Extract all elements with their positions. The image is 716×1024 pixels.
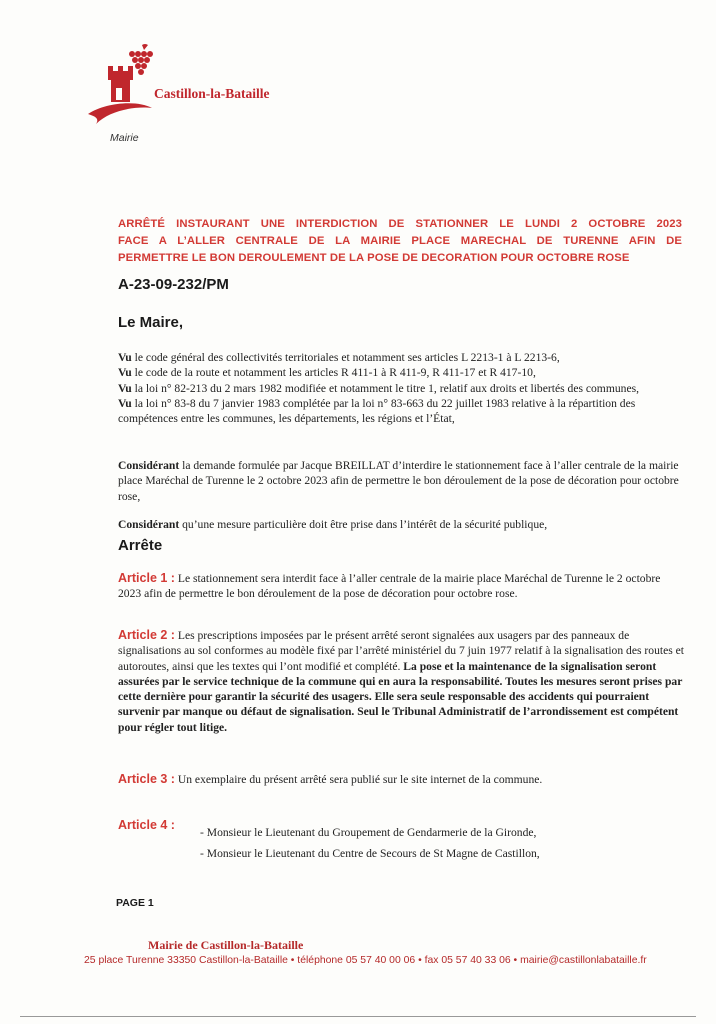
town-logo bbox=[86, 44, 306, 154]
considerant-safety: Considérant qu’une mesure particulière doit être prise dans l’intérêt de la sécurité publique, bbox=[118, 518, 548, 531]
recipient-line: - Monsieur le Lieutenant du Groupement de Gendarmerie de la Gironde, bbox=[200, 826, 537, 839]
document-title bbox=[118, 216, 682, 267]
reference-number: A-23-09-232/PM bbox=[118, 276, 229, 293]
mairie-subtitle: Mairie bbox=[110, 132, 139, 144]
castle-grapes-logo-icon bbox=[86, 44, 156, 129]
article-label: Article 1 : bbox=[118, 571, 175, 585]
maire-heading: Le Maire, bbox=[118, 314, 184, 331]
title-line: PERMETTRE LE BON DEROULEMENT DE LA POSE DE DECORATION POUR OCTOBRE ROSE bbox=[118, 252, 630, 264]
vu-item: Vu la loi n° 83-8 du 7 janvier 1983 complétée par la loi n° 83-663 du 22 juillet 1983 relative à la répartition des compétences entre les communes, les départements, les régions et l’État, bbox=[118, 396, 636, 426]
page-number: PAGE 1 bbox=[116, 897, 154, 909]
arrete-heading: Arrête bbox=[118, 537, 163, 554]
town-name: Castillon-la-Bataille bbox=[154, 86, 270, 101]
vu-item: Vu le code de la route et notamment les articles R 411-1 à R 411-9, R 411-17 et R 417-10, bbox=[118, 366, 536, 380]
article-1: Article 1 : Le stationnement sera interdit face à l’aller centrale de la mairie place Maréchal de Turenne le 2 octobre 2023 afin de permettre le bon déroulement de la pose de décoration pour octobre rose. bbox=[118, 571, 661, 601]
footer-address: 25 place Turenne 33350 Castillon-la-Bataille • téléphone 05 57 40 00 06 • fax 05 57 40 33 06 • mairie@castillonlabataille.fr bbox=[84, 955, 647, 966]
vus-section bbox=[118, 350, 684, 426]
title-line: FACE A L’ALLER CENTRALE DE LA MAIRIE PLACE MARECHAL DE TURENNE AFIN DE bbox=[118, 235, 682, 247]
article-label: Article 3 : bbox=[118, 772, 175, 786]
recipient-line: - Monsieur le Lieutenant du Centre de Secours de St Magne de Castillon, bbox=[200, 847, 540, 860]
article-4-label: Article 4 : bbox=[118, 818, 175, 832]
article-3: Article 3 : Un exemplaire du présent arrêté sera publié sur le site internet de la commune. bbox=[118, 772, 543, 786]
vu-item: Vu la loi n° 82-213 du 2 mars 1982 modifiée et notamment le titre 1, relatif aux droits et libertés des communes, bbox=[118, 381, 639, 395]
article-2: Article 2 : Les prescriptions imposées par le présent arrêté seront signalées aux usagers par des panneaux de signalisations au sol conformes au modèle fixé par l’arrêté ministériel du 7 juin 1977 relatif à la signalisation des routes et autoroutes, ainsi que les textes qui l’ont modifié et complété. La pose et la maintenance de la signalisation seront assurées par le service technique de la commune qui en aura la responsabilité. Toutes les mesures seront prises par cette dernière pour garantir la sécurité des usagers. Elle sera seule responsable des accidents qui pourraient survenir par manque ou défaut de signalisation. Seul le Tribunal Administratif de l’arrondissement est compétent pour régler tout litige. bbox=[118, 628, 685, 734]
footer-divider bbox=[20, 1016, 696, 1017]
title-line: ARRÊTÉ INSTAURANT UNE INTERDICTION DE STATIONNER LE LUNDI 2 OCTOBRE 2023 bbox=[118, 218, 682, 230]
footer-name: Mairie de Castillon-la-Bataille bbox=[148, 938, 304, 952]
vu-item: Vu le code général des collectivités territoriales et notamment ses articles L 2213-1 à L 2213-6, bbox=[118, 351, 560, 364]
article-4-recipients bbox=[200, 822, 540, 864]
considerant-request: Considérant la demande formulée par Jacque BREILLAT d’interdire le stationnement face à l’aller centrale de la mairie place Maréchal de Turenne le 2 octobre 2023 afin de permettre le bon déroulement de la pose de décoration pour octobre rose, bbox=[118, 459, 679, 503]
article-label: Article 2 : bbox=[118, 628, 175, 642]
